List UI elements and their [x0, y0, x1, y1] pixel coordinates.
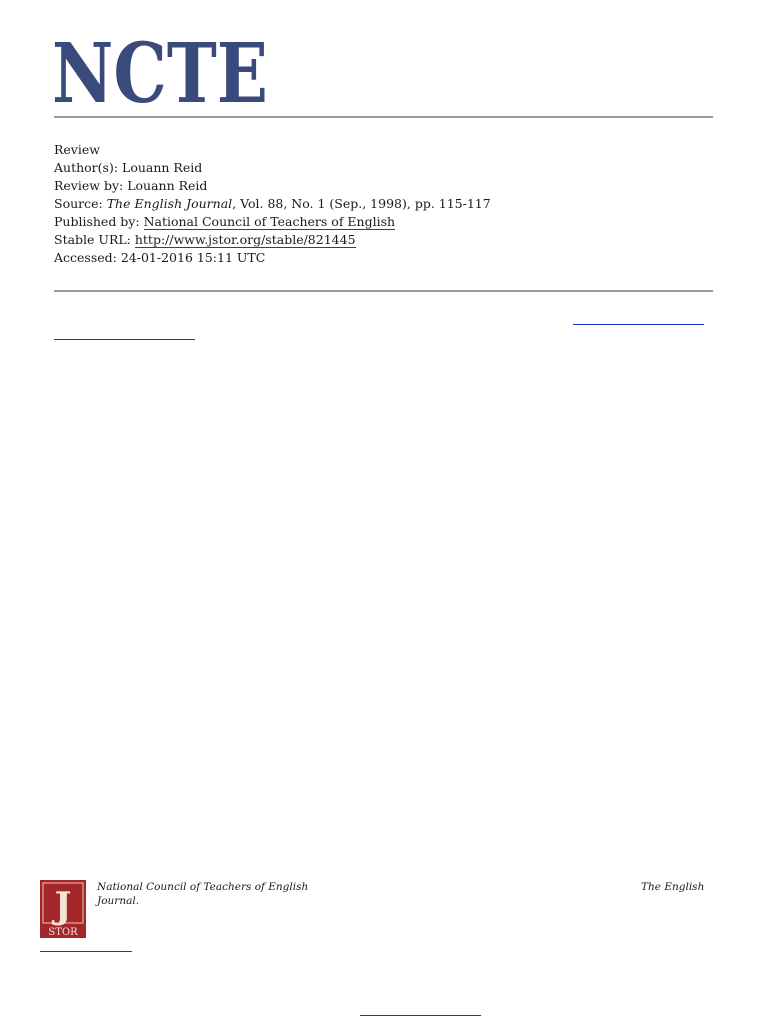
bottom-divider — [54, 290, 713, 292]
accessed-line: Accessed: 24-01-2016 15:11 UTC — [54, 250, 266, 265]
url-label: Stable URL: — [54, 232, 131, 247]
publisher-label: Published by: — [54, 214, 140, 229]
source-label: Source: — [54, 196, 103, 211]
source-journal: The English Journal — [106, 196, 233, 211]
link-underline-1[interactable] — [573, 324, 704, 325]
ncte-logo-mark — [52, 26, 268, 122]
reviewby-label: Review by: — [54, 178, 124, 193]
jstor-logo-j: J — [54, 885, 72, 927]
footer-publisher: National Council of Teachers of English — [97, 881, 309, 893]
reviewby-line — [54, 177, 491, 195]
link-underline-2[interactable] — [54, 339, 195, 340]
ncte-logo-text: NCTE — [52, 26, 268, 122]
authors-label: Author(s): — [54, 160, 119, 175]
top-divider — [54, 116, 713, 118]
citation-block — [54, 141, 491, 267]
footer-left-text — [97, 880, 308, 908]
footer-right-text: The English — [641, 881, 705, 893]
stable-url-link[interactable]: http://www.jstor.org/stable/821445 — [134, 232, 356, 247]
footer-journal-cont: Journal. — [97, 895, 140, 907]
jstor-logo-stor: STOR — [48, 927, 78, 938]
jstor-logo — [40, 880, 86, 942]
link-underline-3[interactable] — [40, 951, 132, 952]
ncte-logo — [52, 26, 268, 122]
authors-value: Louann Reid — [122, 160, 203, 175]
item-type: Review — [54, 142, 100, 157]
reviewby-value: Louann Reid — [127, 178, 208, 193]
link-underline-4[interactable] — [360, 1015, 481, 1016]
publisher-line — [54, 213, 491, 231]
publisher-link[interactable]: National Council of Teachers of English — [143, 214, 396, 229]
source-line — [54, 195, 491, 213]
url-line — [54, 231, 491, 249]
authors-line — [54, 159, 491, 177]
source-details: , Vol. 88, No. 1 (Sep., 1998), pp. 115-117 — [232, 196, 491, 211]
jstor-logo-mark — [40, 880, 86, 938]
